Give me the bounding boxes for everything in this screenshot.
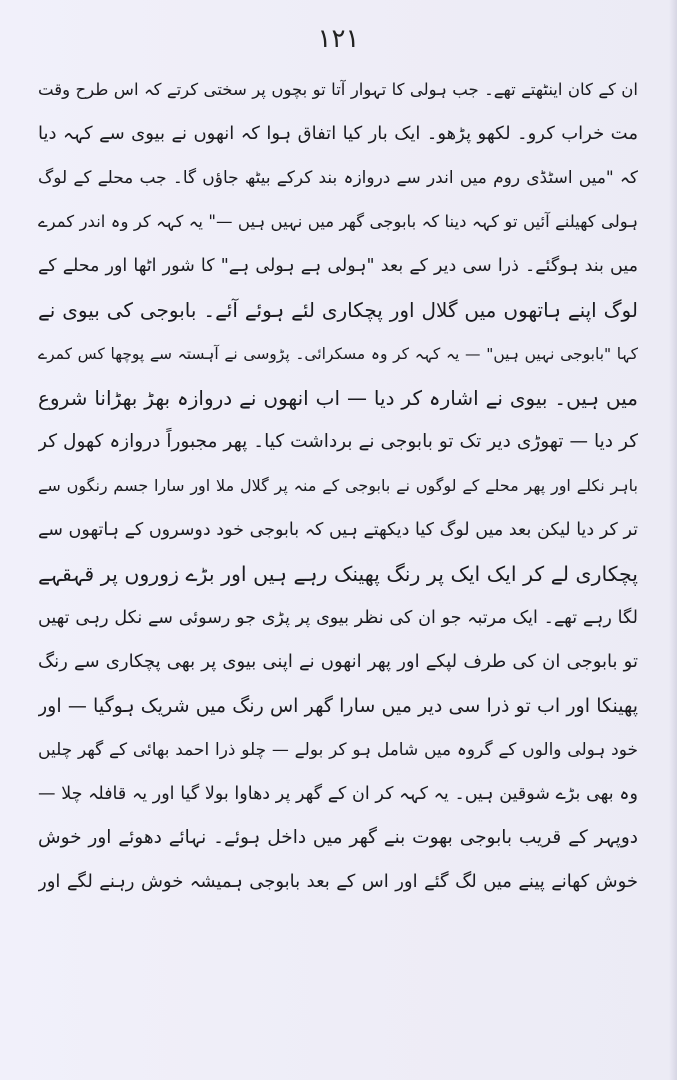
text-line: خود ہولی والوں کے گروہ میں شامل ہو کر بولے — چلو ذرا احمد بھائی کے گھر چلیں <box>38 740 638 760</box>
text-line: باہر نکلے اور پھر محلے کے لوگوں نے بابوجی کے منہ پر گلال ملا اور سارا جسم رنگوں سے <box>38 476 638 495</box>
text-line: پچکاری لے کر ایک ایک پر رنگ پھینک رہے ہیں اور بڑے زوروں پر قہقہے <box>38 562 638 586</box>
page-number: ۱۲۱ <box>317 24 360 54</box>
text-line: دوپہر کے قریب بابوجی بھوت بنے گھر میں داخل ہوئے۔ نہائے دھوئے اور خوش <box>38 827 638 848</box>
page-edge-shadow <box>669 0 677 1080</box>
text-line: وہ بھی بڑے شوقین ہیں۔ یہ کہہ کر ان کے گھر پر دھاوا بولا گیا اور یہ قافلہ چلا — <box>38 784 638 804</box>
page-body-text <box>38 68 638 904</box>
text-line: تو بابوجی ان کی طرف لپکے اور پھر انھوں نے اپنی بیوی پر بھی پچکاری سے رنگ <box>38 651 638 672</box>
text-line: لگا رہے تھے۔ ایک مرتبہ جو ان کی نظر بیوی پر پڑی جو رسوئی سے نکل رہی تھیں <box>38 608 638 628</box>
text-line: ہولی کھیلنے آئیں تو کہہ دینا کہ بابوجی گھر میں نہیں ہیں —" یہ کہہ کر وہ اندر کمرے <box>38 212 638 231</box>
text-line: خوش کھانے پینے میں لگ گئے اور اس کے بعد بابوجی ہمیشہ خوش رہنے لگے اور <box>38 871 638 892</box>
text-line: میں بند ہوگئے۔ ذرا سی دیر کے بعد "ہولی ہے ہولی ہے" کا شور اٹھا اور محلے کے <box>38 256 638 276</box>
text-line: کہا "بابوجی نہیں ہیں" — یہ کہہ کر وہ مسکرائی۔ پڑوسی نے آہستہ سے پوچھا کس کمرے <box>38 345 638 363</box>
text-line: کہ "میں اسٹڈی روم میں اندر سے دروازہ بند کرکے بیٹھ جاؤں گا۔ جب محلے کے لوگ <box>38 168 638 188</box>
text-line: لوگ اپنے ہاتھوں میں گلال اور پچکاری لئے ہوئے آئے۔ بابوجی کی بیوی نے <box>38 298 638 322</box>
text-line: میں ہیں۔ بیوی نے اشارہ کر دیا — اب انھوں نے دروازہ بھڑ بھڑانا شروع <box>38 386 638 410</box>
text-line: ان کے کان اینٹھتے تھے۔ جب ہولی کا تہوار آتا تو بچوں پر سختی کرتے کہ اس طرح وقت <box>38 80 638 99</box>
text-line: پھینکا اور اب تو ذرا سی دیر میں سارا گھر اس رنگ میں شریک ہوگیا — اور <box>38 695 638 717</box>
text-line: کر دیا — تھوڑی دیر تک تو بابوجی نے برداشت کیا۔ پھر مجبوراً دروازہ کھول کر <box>38 431 638 452</box>
text-line: تر کر دیا لیکن بعد میں لوگ کیا دیکھتے ہیں کہ بابوجی خود دوسروں کے ہاتھوں سے <box>38 520 638 540</box>
text-line: مت خراب کرو۔ لکھو پڑھو۔ ایک بار کیا اتفاق ہوا کہ انھوں نے بیوی سے کہہ دیا <box>38 123 638 144</box>
